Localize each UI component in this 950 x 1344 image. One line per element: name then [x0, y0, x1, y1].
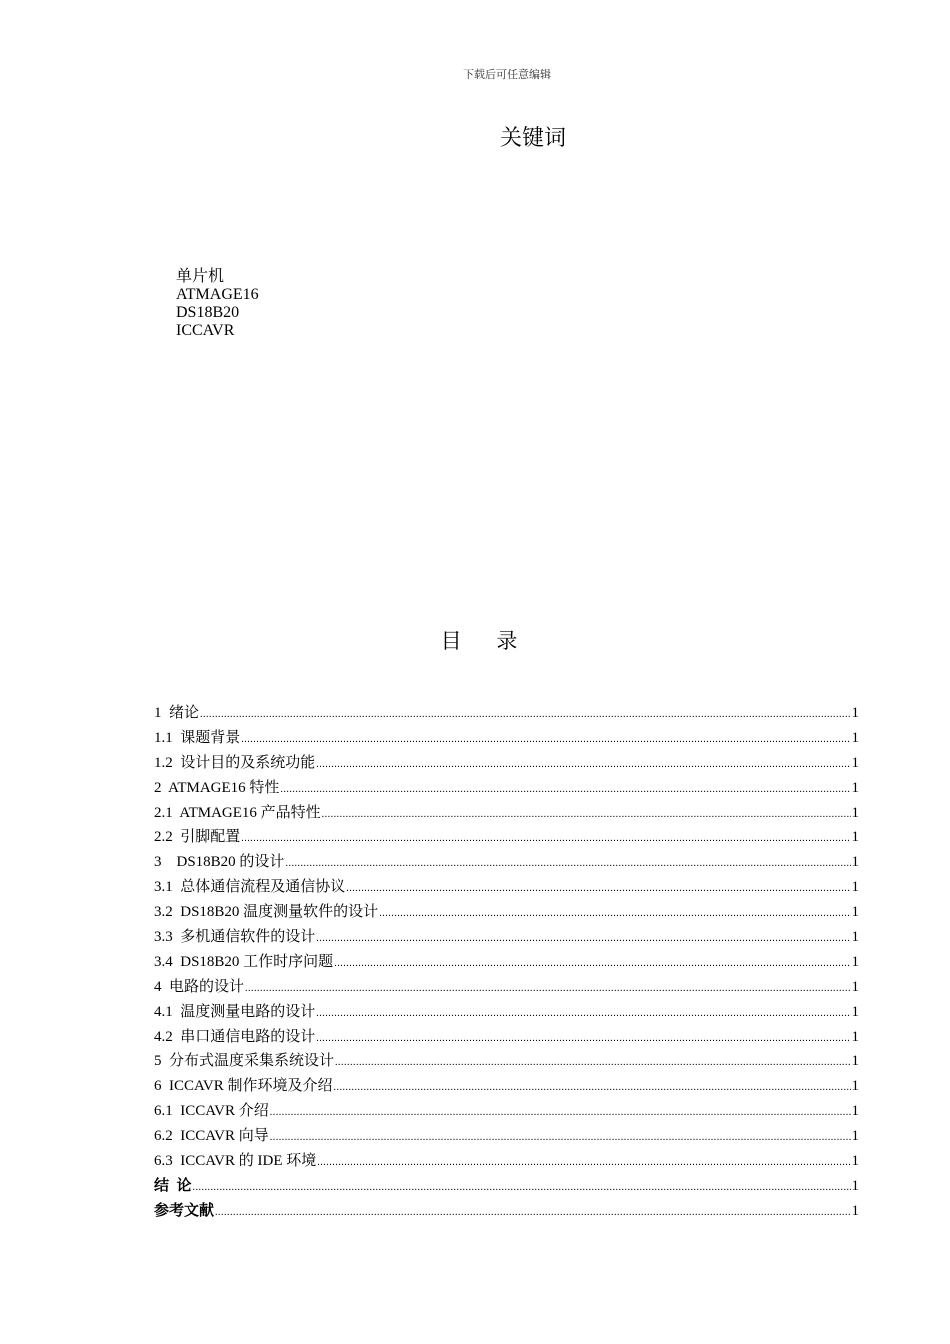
- toc-leader-dots: [270, 1126, 851, 1151]
- toc-entry-label: 6.1 ICCAVR 介绍: [154, 1103, 269, 1120]
- keyword-item: DS18B20: [176, 304, 240, 321]
- toc-entry-label: 1.2 设计目的及系统功能: [154, 754, 316, 771]
- toc-entry[interactable]: [154, 1025, 859, 1050]
- toc-leader-dots: [241, 728, 850, 753]
- toc-leader-dots: [316, 1002, 850, 1027]
- toc-entry-label: 1 绪论: [154, 705, 200, 721]
- toc-leader-dots: [245, 977, 850, 1002]
- toc-entry-page: 1: [851, 729, 859, 746]
- toc-entry[interactable]: [154, 875, 859, 900]
- toc-leader-dots: [346, 877, 850, 902]
- toc-entry-page: 1: [851, 978, 859, 995]
- toc-entry-label: 4 电路的设计: [154, 978, 245, 995]
- toc-entry-page: 1: [851, 1028, 859, 1045]
- toc-leader-dots: [335, 1051, 850, 1076]
- toc-leader-dots: [316, 753, 850, 778]
- header-note: 下载后可任意编辑: [463, 68, 551, 81]
- toc-entry-page: 1: [851, 904, 859, 921]
- toc-entry-page: 1: [851, 953, 859, 970]
- toc-entry-page: 1: [851, 829, 859, 846]
- toc-entry-page: 1: [851, 1003, 859, 1020]
- toc-entry-page: 1: [851, 879, 859, 896]
- keywords-title: 关键词: [499, 126, 566, 151]
- toc-entry[interactable]: [154, 950, 859, 975]
- toc-leader-dots: [193, 1176, 851, 1201]
- toc-entry[interactable]: [154, 1149, 859, 1174]
- toc-entry[interactable]: [154, 825, 859, 850]
- toc-entry-page: 1: [851, 1053, 859, 1070]
- toc-entry[interactable]: [154, 1199, 859, 1224]
- toc-entry-page: 1: [851, 1153, 859, 1170]
- toc-entry-label: 3.2 DS18B20 温度测量软件的设计: [154, 904, 379, 921]
- toc-entry[interactable]: [154, 975, 859, 1000]
- toc-entry[interactable]: [154, 1099, 859, 1124]
- toc-entry-label: 参考文献: [154, 1202, 215, 1219]
- toc-leader-dots: [270, 1101, 851, 1126]
- toc-entry-label: 2.2 引脚配置: [154, 829, 241, 846]
- toc-leader-dots: [200, 703, 850, 728]
- toc-entry[interactable]: [154, 1000, 859, 1025]
- toc-leader-dots: [317, 1151, 850, 1176]
- keyword-item: ATMAGE16: [176, 286, 259, 303]
- toc-entry[interactable]: [154, 1049, 859, 1074]
- toc-leader-dots: [334, 1076, 851, 1101]
- toc-entry[interactable]: [154, 701, 859, 726]
- toc-entry-page: 1: [851, 705, 859, 721]
- toc-entry[interactable]: [154, 726, 859, 751]
- keyword-item: ICCAVR: [176, 322, 235, 339]
- toc-leader-dots: [285, 852, 850, 877]
- toc-entry[interactable]: [154, 850, 859, 875]
- toc-entry-label: 3.4 DS18B20 工作时序问题: [154, 953, 334, 970]
- toc-leader-dots: [316, 1027, 850, 1052]
- toc-entry-page: 1: [851, 854, 859, 871]
- toc-entry-page: 1: [851, 779, 859, 796]
- toc-entry-label: 2 ATMAGE16 特性: [154, 779, 280, 796]
- toc-entry-page: 1: [851, 1078, 859, 1095]
- toc-leader-dots: [241, 827, 850, 852]
- toc-entry[interactable]: [154, 801, 859, 826]
- toc-leader-dots: [215, 1201, 850, 1226]
- toc-leader-dots: [379, 902, 850, 927]
- toc-entry-label: 5 分布式温度采集系统设计: [154, 1053, 335, 1070]
- toc-entry-page: 1: [851, 1128, 859, 1145]
- table-of-contents: [154, 701, 859, 1224]
- toc-entry-label: 6 ICCAVR 制作环境及介绍: [154, 1078, 333, 1095]
- toc-entry[interactable]: [154, 1174, 859, 1199]
- toc-entry[interactable]: [154, 776, 859, 801]
- toc-entry-label: 结 论: [154, 1177, 192, 1194]
- toc-entry-label: 3.3 多机通信软件的设计: [154, 929, 316, 946]
- toc-entry[interactable]: [154, 1124, 859, 1149]
- keywords-line: [168, 245, 273, 340]
- toc-entry[interactable]: [154, 1074, 859, 1099]
- toc-entry-page: 1: [851, 1177, 859, 1194]
- toc-entry-label: 4.2 串口通信电路的设计: [154, 1028, 316, 1045]
- toc-leader-dots: [280, 778, 850, 803]
- toc-leader-dots: [316, 927, 850, 952]
- toc-leader-dots: [334, 952, 850, 977]
- keyword-item: 单片机: [176, 268, 225, 285]
- toc-entry-page: 1: [851, 929, 859, 946]
- toc-entry-label: 6.3 ICCAVR 的 IDE 环境: [154, 1153, 317, 1170]
- toc-entry-label: 3.1 总体通信流程及通信协议: [154, 879, 346, 896]
- toc-entry-label: 2.1 ATMAGE16 产品特性: [154, 804, 321, 821]
- toc-leader-dots: [322, 803, 851, 828]
- toc-title: 目 录: [440, 629, 532, 653]
- toc-entry[interactable]: [154, 925, 859, 950]
- toc-entry[interactable]: [154, 900, 859, 925]
- toc-entry-page: 1: [851, 804, 859, 821]
- toc-entry-label: 1.1 课题背景: [154, 729, 241, 746]
- toc-entry-page: 1: [851, 1202, 859, 1219]
- toc-entry-label: 6.2 ICCAVR 向导: [154, 1128, 269, 1145]
- toc-entry-page: 1: [851, 1103, 859, 1120]
- toc-entry-label: 4.1 温度测量电路的设计: [154, 1003, 316, 1020]
- toc-entry-label: 3 DS18B20 的设计: [154, 854, 285, 871]
- toc-entry[interactable]: [154, 751, 859, 776]
- toc-entry-page: 1: [851, 754, 859, 771]
